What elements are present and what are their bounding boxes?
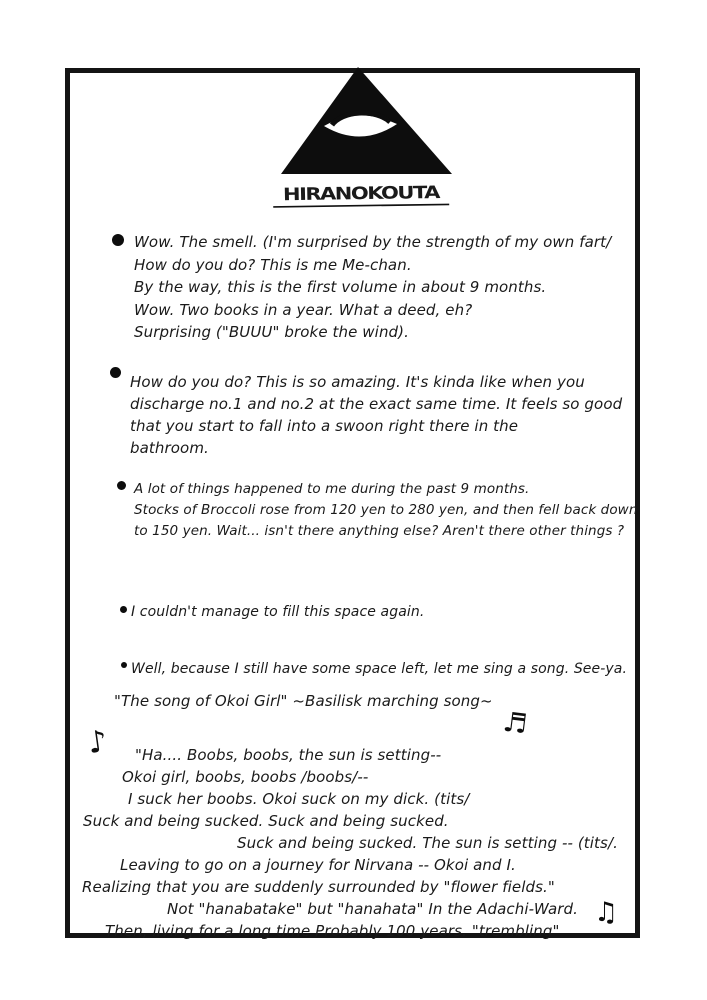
bullet-dot [120, 606, 127, 613]
lyric-line: Suck and being sucked. Suck and being sucked. [83, 812, 449, 830]
note-line: Surprising ("BUUU" broke the wind). [134, 323, 409, 341]
note-line: to 150 yen. Wait... isn't there anything else? Aren't there other things ? [134, 523, 625, 539]
author-note-paragraph [131, 602, 424, 622]
author-note-paragraph [131, 659, 627, 679]
lyric-line: "Ha.... Boobs, boobs, the sun is setting-- [135, 746, 442, 764]
note-line: By the way, this is the first volume in about 9 months. [134, 278, 547, 296]
lyric-line: Leaving to go on a journey for Nirvana -- Okoi and I. [120, 856, 516, 874]
note-line: Wow. The smell. (I'm surprised by the strength of my own fart/ [134, 233, 612, 251]
lyric-line: Realizing that you are suddenly surrounded by "flower fields." [82, 878, 555, 896]
lyric-line: Suck and being sucked. The sun is setting -- (tits/. [237, 834, 618, 852]
bullet-dot [121, 662, 127, 668]
lyric-line: Not "hanabatake" but "hanahata" In the Adachi-Ward. [167, 900, 579, 918]
eye-pyramid-icon [269, 66, 453, 177]
note-line: Wow. Two books in a year. What a deed, eh? [134, 300, 473, 319]
bullet-dot [117, 481, 126, 490]
bullet-dot [110, 367, 121, 378]
author-note-paragraph [130, 371, 622, 459]
music-note-icon: ♫ [594, 897, 619, 928]
song-title: "The song of Okoi Girl" ~Basilisk marching song~ [114, 692, 493, 710]
note-line: discharge no.1 and no.2 at the exact same time. It feels so good [130, 395, 623, 413]
note-line: How do you do? This is me Me-chan. [134, 255, 412, 274]
music-note-icon: ♬ [501, 706, 530, 741]
author-note-paragraph [134, 479, 637, 542]
note-line: I couldn't manage to fill this space again. [131, 604, 425, 620]
note-line: Well, because I still have some space left, let me sing a song. See-ya. [131, 661, 627, 677]
note-line: Stocks of Broccoli rose from 120 yen to 280 yen, and then fell back down [134, 502, 638, 518]
note-line: bathroom. [130, 439, 209, 457]
lyric-line: Okoi girl, boobs, boobs /boobs/-- [122, 768, 369, 786]
note-line: that you start to fall into a swoon right there in the [130, 417, 519, 435]
lyric-line: Then, living for a long time Probably 100 years. "trembling" [105, 922, 560, 940]
artist-signature: HIRANOKOUTA [273, 182, 449, 207]
music-note-icon: ♪ [85, 723, 110, 762]
note-line: How do you do? This is so amazing. It's kinda like when you [130, 373, 585, 391]
lyric-line: I suck her boobs. Okoi suck on my dick. (tits/ [128, 790, 470, 808]
author-note-paragraph [134, 231, 611, 344]
bullet-dot [112, 234, 124, 246]
note-line: A lot of things happened to me during the past 9 months. [134, 481, 530, 497]
song-lyrics [0, 744, 700, 942]
